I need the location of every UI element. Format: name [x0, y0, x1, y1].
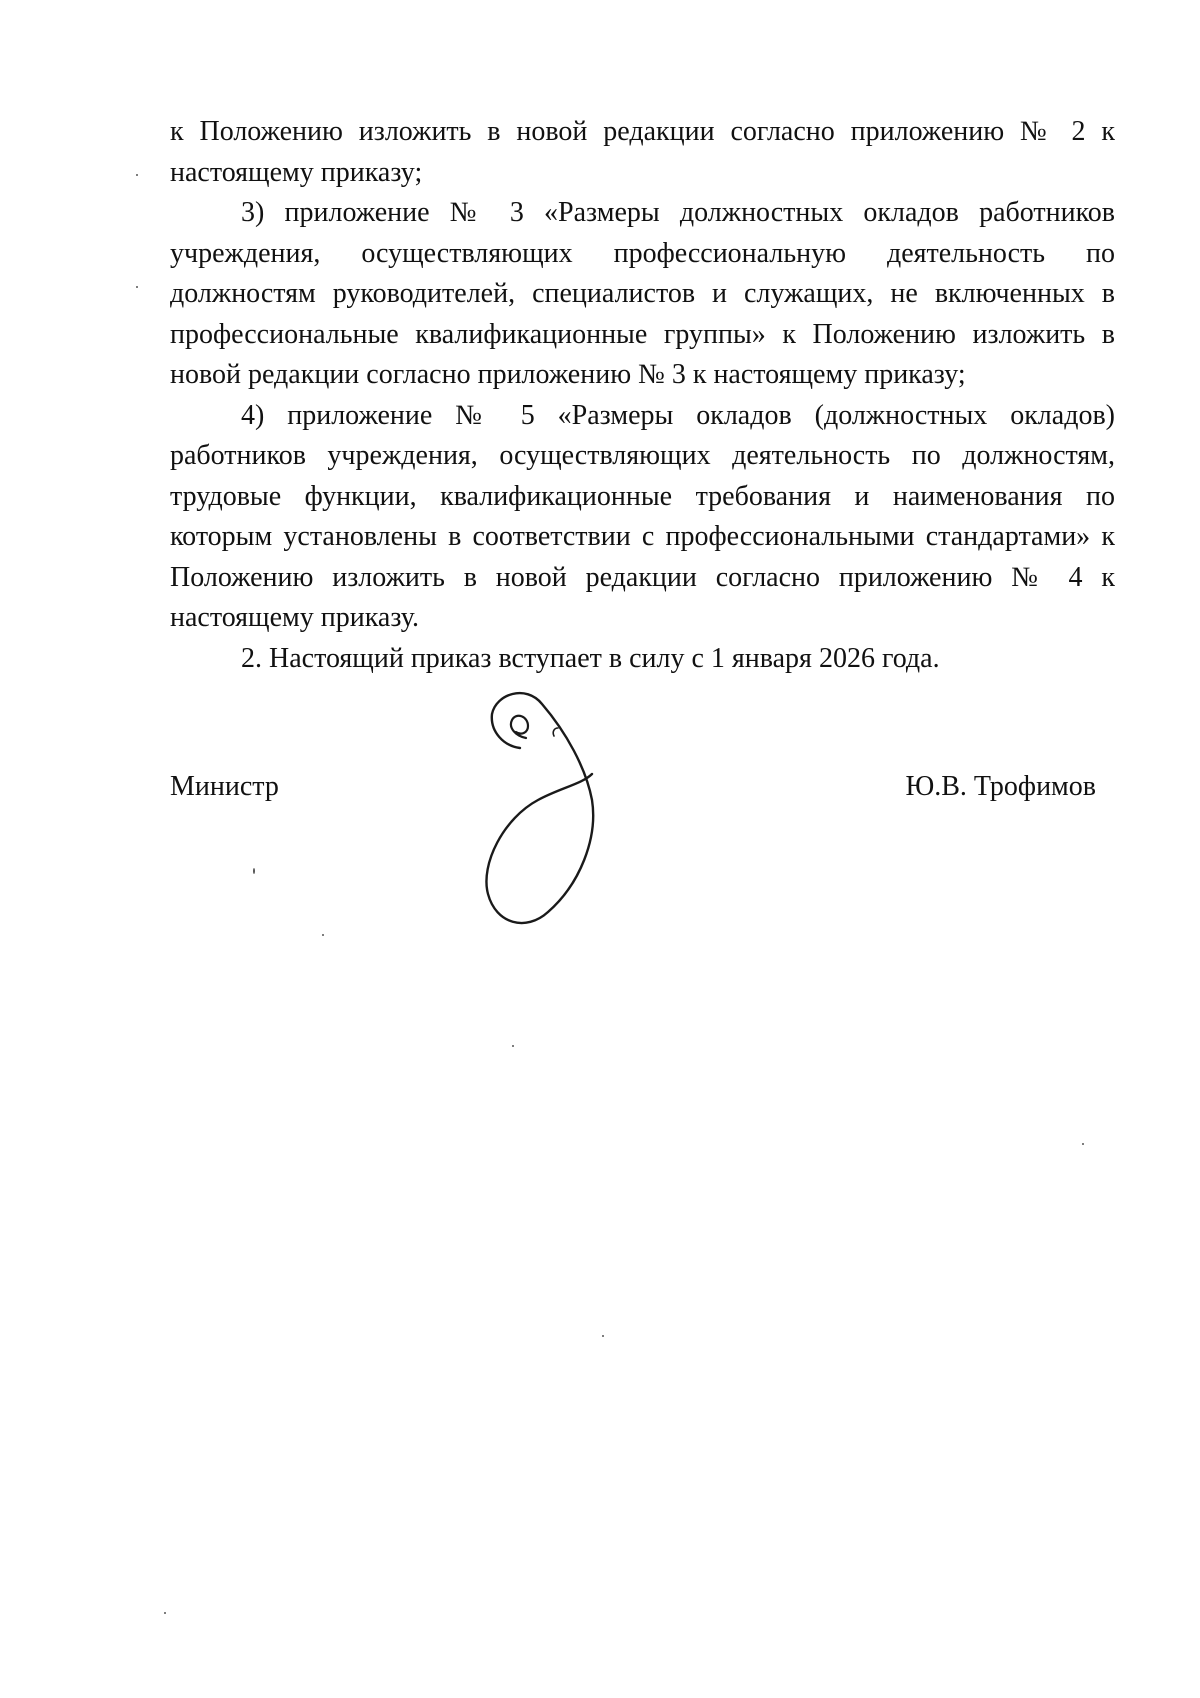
scan-speck [602, 1335, 604, 1337]
handwritten-signature [468, 688, 638, 938]
scan-speck [1082, 1143, 1084, 1145]
scan-speck [136, 174, 138, 176]
scan-speck [164, 1612, 166, 1614]
paragraph-continuation: к Положению изложить в новой редакции согласно приложению № 2 к настоящему приказу; [170, 116, 1115, 188]
document-body [170, 112, 1115, 679]
scan-speck [512, 1045, 514, 1047]
paragraph-item-3: 3) приложение № 3 «Размеры должностных окладов работников учреждения, осуществляющих профессиональную деятельность по должностям руководителей, специалистов и служащих, не включенных в профессиональные квалификационные группы» к Положению изложить в новой редакции согласно приложению № 3 к настоящему приказу; [170, 197, 1115, 390]
paragraph-effective-date: 2. Настоящий приказ вступает в силу с 1 января 2026 года. [241, 642, 940, 674]
paragraph-item-4: 4) приложение № 5 «Размеры окладов (должностных окладов) работников учреждения, осуществляющих деятельность по должностям, трудовые функции, квалификационные требования и наименования по которым установлены в соответствии с профессиональными стандартами» к Положению изложить в новой редакции согласно приложению № 4 к настоящему приказу. [170, 399, 1115, 633]
signatory-name: Ю.В. Трофимов [905, 771, 1096, 802]
signatory-role: Министр [170, 771, 279, 802]
scan-speck [322, 934, 324, 936]
scan-speck [253, 868, 255, 874]
scan-speck [136, 286, 138, 288]
